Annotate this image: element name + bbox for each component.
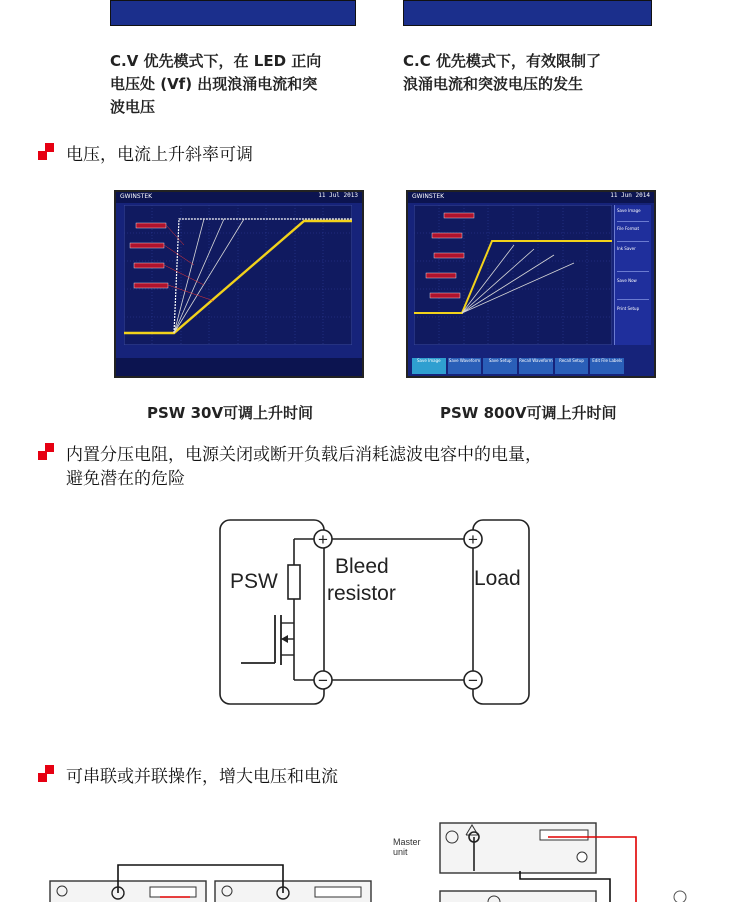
bleed-label: Bleed <box>335 555 389 578</box>
section-heading: 电压，电流上升斜率可调 <box>66 145 253 165</box>
softkey-recall-waveform: Recall Waveform <box>519 358 553 374</box>
bleed-circuit-diagram <box>215 515 535 710</box>
bullet-marker-icon <box>38 443 54 463</box>
cc-caption: C.C 优先模式下，有效限制了 浪涌电流和突波电压的发生 <box>403 52 601 93</box>
top-scope-left <box>110 0 356 26</box>
scope-side-menu <box>614 205 651 345</box>
section-heading: 内置分压电阻，电源关闭或断开负载后消耗滤波电容中的电量， <box>66 445 542 465</box>
section-slope <box>38 143 253 167</box>
scope-softkeys <box>412 358 624 374</box>
menu-ink-saver: Ink Saver <box>617 246 649 272</box>
menu-file-format: File Format <box>617 226 649 242</box>
scope-date: 11 Jul 2013 <box>318 192 358 199</box>
cv-caption: C.V 优先模式下，在 LED 正向 电压处 (Vf) 出现浪涌电流和突 波电压 <box>110 52 322 116</box>
softkey-edit-labels: Edit File Labels <box>590 358 624 374</box>
resistor-label: resistor <box>327 582 396 605</box>
softkey-save-image: Save Image <box>412 358 446 374</box>
section-heading-line2: 避免潜在的危险 <box>66 469 185 489</box>
section-series-parallel <box>38 765 338 789</box>
minus-terminal-icon: − <box>468 671 478 690</box>
softkey-recall-setup: Recall Setup <box>555 358 589 374</box>
plus-terminal-icon: + <box>318 530 328 549</box>
scope-brand: GWINSTEK <box>120 193 153 200</box>
bullet-marker-icon <box>38 765 54 785</box>
master-unit-label: Master unit <box>393 837 421 857</box>
menu-print-setup: Print Setup <box>617 306 640 311</box>
plus-terminal-icon: + <box>468 530 478 549</box>
scope-date: 11 Jun 2014 <box>610 192 650 199</box>
scope-30v <box>114 190 364 378</box>
menu-save-now: Save Now <box>617 278 649 300</box>
load-label: Load <box>474 567 521 590</box>
caption-800v: PSW 800V可调上升时间 <box>440 404 617 422</box>
scope-800v <box>406 190 656 378</box>
bullet-marker-icon <box>38 143 54 163</box>
softkey-save-waveform: Save Waveform <box>448 358 482 374</box>
section-bleed <box>38 443 542 491</box>
psw-label: PSW <box>230 570 278 593</box>
caption-30v: PSW 30V可调上升时间 <box>147 404 314 422</box>
section-heading: 可串联或并联操作，增大电压和电流 <box>66 767 338 787</box>
scope-brand: GWINSTEK <box>412 193 445 200</box>
minus-terminal-icon: − <box>318 671 328 690</box>
wiring-diagram <box>0 815 750 902</box>
menu-save-image: Save Image <box>617 208 649 222</box>
top-scope-right <box>403 0 652 26</box>
softkey-save-setup: Save Setup <box>483 358 517 374</box>
